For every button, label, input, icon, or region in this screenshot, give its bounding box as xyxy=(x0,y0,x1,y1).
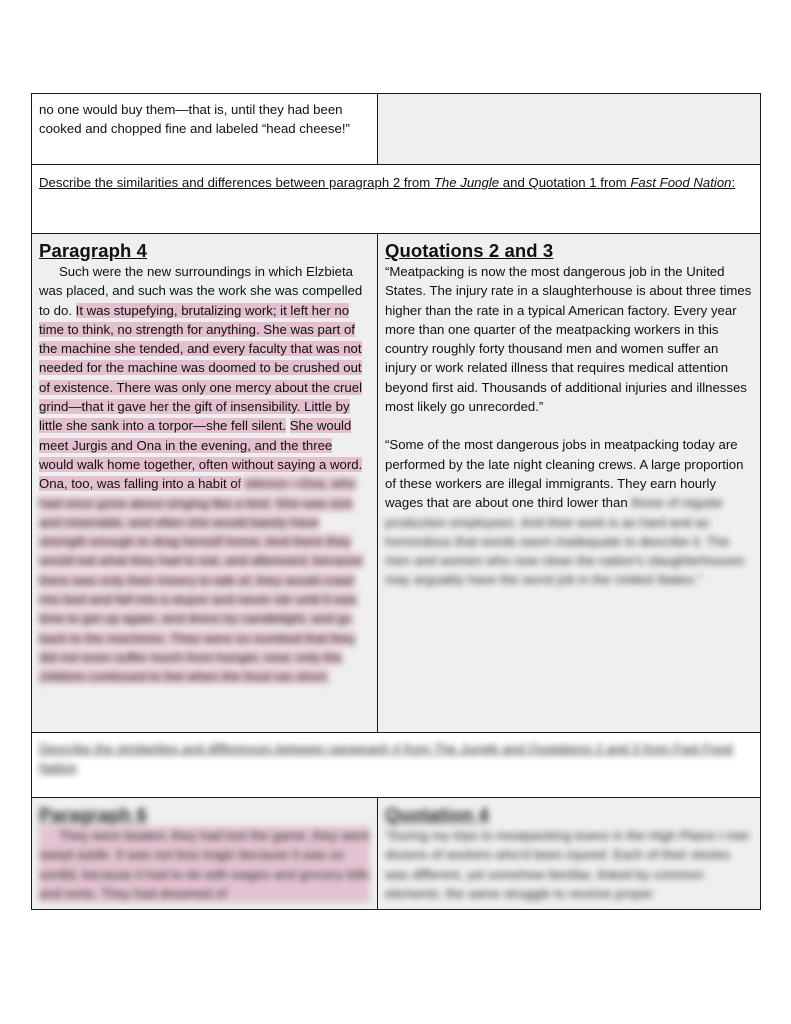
prompt-1: Describe the similarities and differences between paragraph 2 from The Jungle and Quotation 1 from Fast Food Nation: xyxy=(39,175,736,190)
blurred-quotation-3: those of regular production employees. And their work is as hard and as horrendous that words seem inadequate to describe it. The men and women who now clean the nation's slaughterhouses may arguably have the worst job in the United States.” xyxy=(385,495,745,588)
prompt-cell-1[interactable] xyxy=(32,165,761,234)
prompt-2: Describe the similarities and differences between paragraph 4 from The Jungle and Quotations 2 and 3 from Fast Food Nation xyxy=(39,741,733,776)
paragraph-6-heading: Paragraph 6 xyxy=(39,804,148,825)
quotation-4-text: “During my trips to meatpacking towns in the High Plains I met dozens of workers who'd been injured. Each of their stories was different, yet somehow familiar, linked by common elements: the same struggle to receive proper xyxy=(385,828,749,901)
paragraph-4-text: Such were the new surroundings in which Elzbieta was placed, and such was the work she was compelled to do. It was stupefying, brutalizing work; it left her no time to think, no strength for anything. She was part of the machine she tended, and every faculty that was not needed for the machine was doomed to be crushed out of existence. There was only one mercy about the cruel grind—that it gave her the gift of insensibility. Little by little she sank into a torpor—she fell silent. She would meet Jurgis and Ona in the evening, and the three would walk home together, often without saying a word. Ona, too, was falling into a habit of silence—Ona, who had once gone about singing like a bird. She was sick and miserable, and often she would barely have strength enough to drag herself home. And there they would eat what they had to eat, and afterward, because there was only their misery to talk of, they would crawl into bed and fall into a stupor and never stir until it was time to get up again, and dress by candlelight, and go back to the machines. They were so numbed that they did not even suffer much from hunger, now; only the children continued to fret when the food ran short. xyxy=(39,264,364,685)
paragraph-4-cell xyxy=(32,234,378,733)
top-row xyxy=(32,94,761,165)
title-fast-food-nation: Fast Food Nation xyxy=(630,175,732,190)
prompt-row-2 xyxy=(32,733,761,798)
top-left-cell xyxy=(32,94,378,165)
top-right-cell[interactable] xyxy=(378,94,761,165)
highlight-1: It was stupefying, brutalizing work; it left her no time to think, no strength for anything. She was part of the machine she tended, and every faculty that was not needed for the machine was doomed to be crushed out of existence. There was only one mercy about the cruel grind—that it gave her the gift of insensibility. Little by little she sank into a torpor—she fell silent. xyxy=(39,302,363,434)
title-the-jungle: The Jungle xyxy=(433,175,500,190)
quotation-4-heading: Quotation 4 xyxy=(385,804,489,825)
quotation-2-text: “Meatpacking is now the most dangerous job in the United States. The injury rate in a slaughterhouse is about three times higher than the rate in a typical American factory. Every year more than one quarter of the meatpacking workers in this country roughly forty thousand men and women suffer an injury or work related illness that requires medical attention beyond first aid. Thousands of additional injuries and illnesses most likely go unrecorded.” xyxy=(385,264,752,415)
blurred-continuation: silence—Ona, who had once gone about singing like a bird. She was sick and miserable, and often she would barely have strength enough to drag herself home. And there they would eat what they had to eat, and afterward, because there was only their misery to talk of, they would crawl into bed and fall into a stupor and never stir until it was time to get up again, and dress by candlelight, and go back to the machines. They were so numbed that they did not even suffer much from hunger, now; only the children continued to fret when the food ran short. xyxy=(39,476,364,685)
passage-row-2 xyxy=(32,798,761,910)
prompt-row-1 xyxy=(32,165,761,234)
quotation-4-cell xyxy=(378,798,761,910)
passage-row xyxy=(32,234,761,733)
paragraph-6-cell xyxy=(32,798,378,910)
paragraph-6-text: They were beaten; they had lost the game, they were swept aside. It was not less tragic because it was so sordid, because it had to do with wages and grocery bills and rents. They had dreamed of xyxy=(39,826,370,903)
continued-text: no one would buy them—that is, until they had been cooked and chopped fine and labeled “head cheese!” xyxy=(39,102,350,137)
worksheet-table xyxy=(31,93,761,910)
quotations-2-3-cell xyxy=(378,234,761,733)
quotations-2-3-heading: Quotations 2 and 3 xyxy=(385,240,554,261)
quotation-3-text: “Some of the most dangerous jobs in meatpacking today are performed by the late night cleaning crews. A large proportion of these workers are illegal immigrants. They earn hourly wages that are about one third lower than those of regular production employees. And their work is as hard and as horrendous that words seem inadequate to describe it. The men and women who now clean the nation's slaughterhouses may arguably have the worst job in the United States.” xyxy=(385,437,745,588)
prompt-cell-2[interactable] xyxy=(32,733,761,798)
highlight-2: She would meet Jurgis and Ona in the evening, and the three would walk home together, often without saying a word. Ona, too, was falling into a habit of xyxy=(39,418,363,492)
paragraph-4-heading: Paragraph 4 xyxy=(39,240,148,261)
